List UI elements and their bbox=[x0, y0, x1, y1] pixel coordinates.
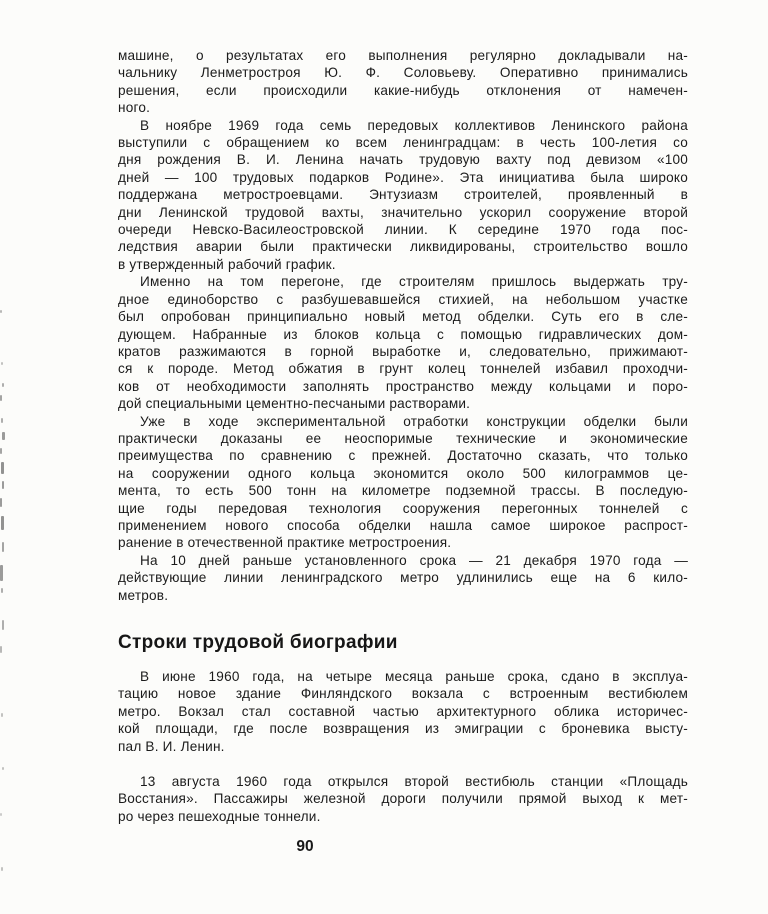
scan-edge-artifacts bbox=[0, 0, 10, 914]
scan-speck bbox=[0, 395, 2, 401]
scan-speck bbox=[2, 767, 4, 770]
text-line: Восстания». Пассажиры железной дороги получили прямой выход к мет- bbox=[118, 791, 688, 807]
text-line: применением нового способа обделки нашла самое широкое распрост- bbox=[118, 517, 688, 533]
text-line: дующем. Набранные из блоков кольца с помощью гидравлических дом- bbox=[118, 326, 688, 342]
text-line: преимущества по сравнению с прежней. Достаточно сказать, что только bbox=[118, 448, 688, 464]
text-line: дное единоборство с разбушевавшейся стихией, на небольшом участке bbox=[118, 291, 688, 307]
text-line: выступили с обращением ко всем ленинградцам: в честь 100-летия со bbox=[118, 135, 688, 151]
text-line: Именно на том перегоне, где строителям пришлось выдержать тру- bbox=[140, 274, 688, 290]
scan-speck bbox=[2, 432, 5, 440]
paragraph bbox=[118, 668, 688, 755]
scan-speck bbox=[0, 646, 2, 653]
text-line: 13 августа 1960 года открылся второй вестибюль станции «Площадь bbox=[140, 774, 688, 790]
text-column bbox=[118, 47, 688, 825]
section-heading: Строки трудовой биографии bbox=[118, 632, 398, 653]
text-line: пал В. И. Ленин. bbox=[118, 738, 225, 754]
scan-speck bbox=[0, 498, 2, 507]
scan-speck bbox=[0, 448, 2, 454]
paragraph bbox=[118, 773, 688, 825]
paragraph bbox=[118, 273, 688, 412]
text-line: дой специальными цементно-песчаными растворами. bbox=[118, 396, 471, 412]
scan-speck bbox=[1, 713, 3, 717]
text-line: дней — 100 трудовых подарков Родине». Эта инициатива была широко bbox=[118, 169, 688, 185]
text-line: дни Ленинской трудовой вахты, значительно ускорил сооружение второй bbox=[118, 204, 688, 220]
text-line: кой площади, где после возвращения из эмиграции с броневика высту- bbox=[118, 721, 688, 737]
scan-speck bbox=[1, 867, 3, 871]
scan-speck bbox=[0, 310, 2, 313]
text-line: метров. bbox=[118, 587, 169, 603]
scan-speck bbox=[2, 620, 4, 630]
text-line: практически доказаны ее неоспоримые технические и экономические bbox=[118, 430, 688, 446]
text-line: В ноябре 1969 года семь передовых коллективов Ленинского района bbox=[140, 117, 688, 133]
text-line: действующие линии ленинградского метро удлинились еще на 6 кило- bbox=[118, 570, 688, 586]
text-line: был опробован принципиально новый метод обделки. Суть его в сле- bbox=[118, 309, 688, 325]
scan-speck bbox=[2, 542, 4, 552]
scan-speck bbox=[0, 565, 3, 581]
scan-speck bbox=[1, 462, 4, 474]
text-line: В июне 1960 года, на четыре месяца раньше срока, сдано в эксплуа- bbox=[140, 669, 688, 684]
text-line: мента, то есть 500 тонн на километре подземной трассы. В последую- bbox=[118, 483, 688, 499]
section-metro-construction bbox=[118, 47, 688, 604]
text-line: ного. bbox=[118, 100, 151, 116]
text-line: на сооружении одного кольца экономится около 500 килограммов це- bbox=[118, 465, 688, 481]
scan-speck bbox=[2, 383, 4, 387]
text-line: На 10 дней раньше установленного срока — 21 декабря 1970 года — bbox=[140, 552, 688, 568]
scan-speck bbox=[1, 516, 4, 530]
text-line: в утвержденный рабочий график. bbox=[118, 256, 336, 272]
text-line: щие годы передовая технология сооружения перегонных тоннелей с bbox=[118, 500, 688, 516]
text-line: дня рождения В. И. Ленина начать трудовую вахту под девизом «100 bbox=[118, 152, 688, 168]
text-line: поддержана метростроевцами. Энтузиазм строителей, проявленный в bbox=[118, 187, 688, 203]
paragraph bbox=[118, 413, 688, 552]
text-line: ледствия аварии были практически ликвидированы, строительство вошло bbox=[118, 239, 688, 255]
text-line: метро. Вокзал стал составной частью архитектурного облика историчес- bbox=[118, 703, 688, 719]
scan-speck bbox=[1, 588, 3, 593]
scan-speck bbox=[1, 362, 3, 365]
scan-speck bbox=[2, 481, 4, 489]
text-line: решения, если происходили какие-нибудь отклонения от намечен- bbox=[118, 82, 688, 98]
text-line: тацию новое здание Финляндского вокзала с встроенным вестибюлем bbox=[118, 686, 688, 702]
scan-speck bbox=[0, 813, 2, 816]
section-labor-biography bbox=[118, 668, 688, 825]
text-line: Уже в ходе экспериментальной отработки конструкции обделки были bbox=[140, 413, 688, 429]
paragraph bbox=[118, 117, 688, 274]
page-number: 90 bbox=[296, 838, 314, 855]
text-line: ро через пешеходные тоннели. bbox=[118, 808, 321, 824]
paragraph bbox=[118, 552, 688, 604]
text-line: кратов разжимаются в горной выработке и, следовательно, прижимают- bbox=[118, 343, 688, 359]
scan-speck bbox=[1, 418, 3, 423]
text-line: машине, о результатах его выполнения регулярно докладывали на- bbox=[118, 48, 688, 63]
text-line: очереди Невско-Василеостровской линии. К середине 1970 года пос- bbox=[118, 222, 688, 238]
text-line: ков от необходимости заполнять пространство между кольцами и поро- bbox=[118, 378, 688, 394]
text-line: ранение в отечественной практике метростроения. bbox=[118, 535, 452, 551]
paragraph bbox=[118, 47, 688, 117]
text-line: ся к породе. Метод обжатия в грунт колец тоннелей избавил проходчи- bbox=[118, 361, 688, 377]
text-line: чальнику Ленметростроя Ю. Ф. Соловьеву. Оперативно принимались bbox=[118, 65, 688, 81]
